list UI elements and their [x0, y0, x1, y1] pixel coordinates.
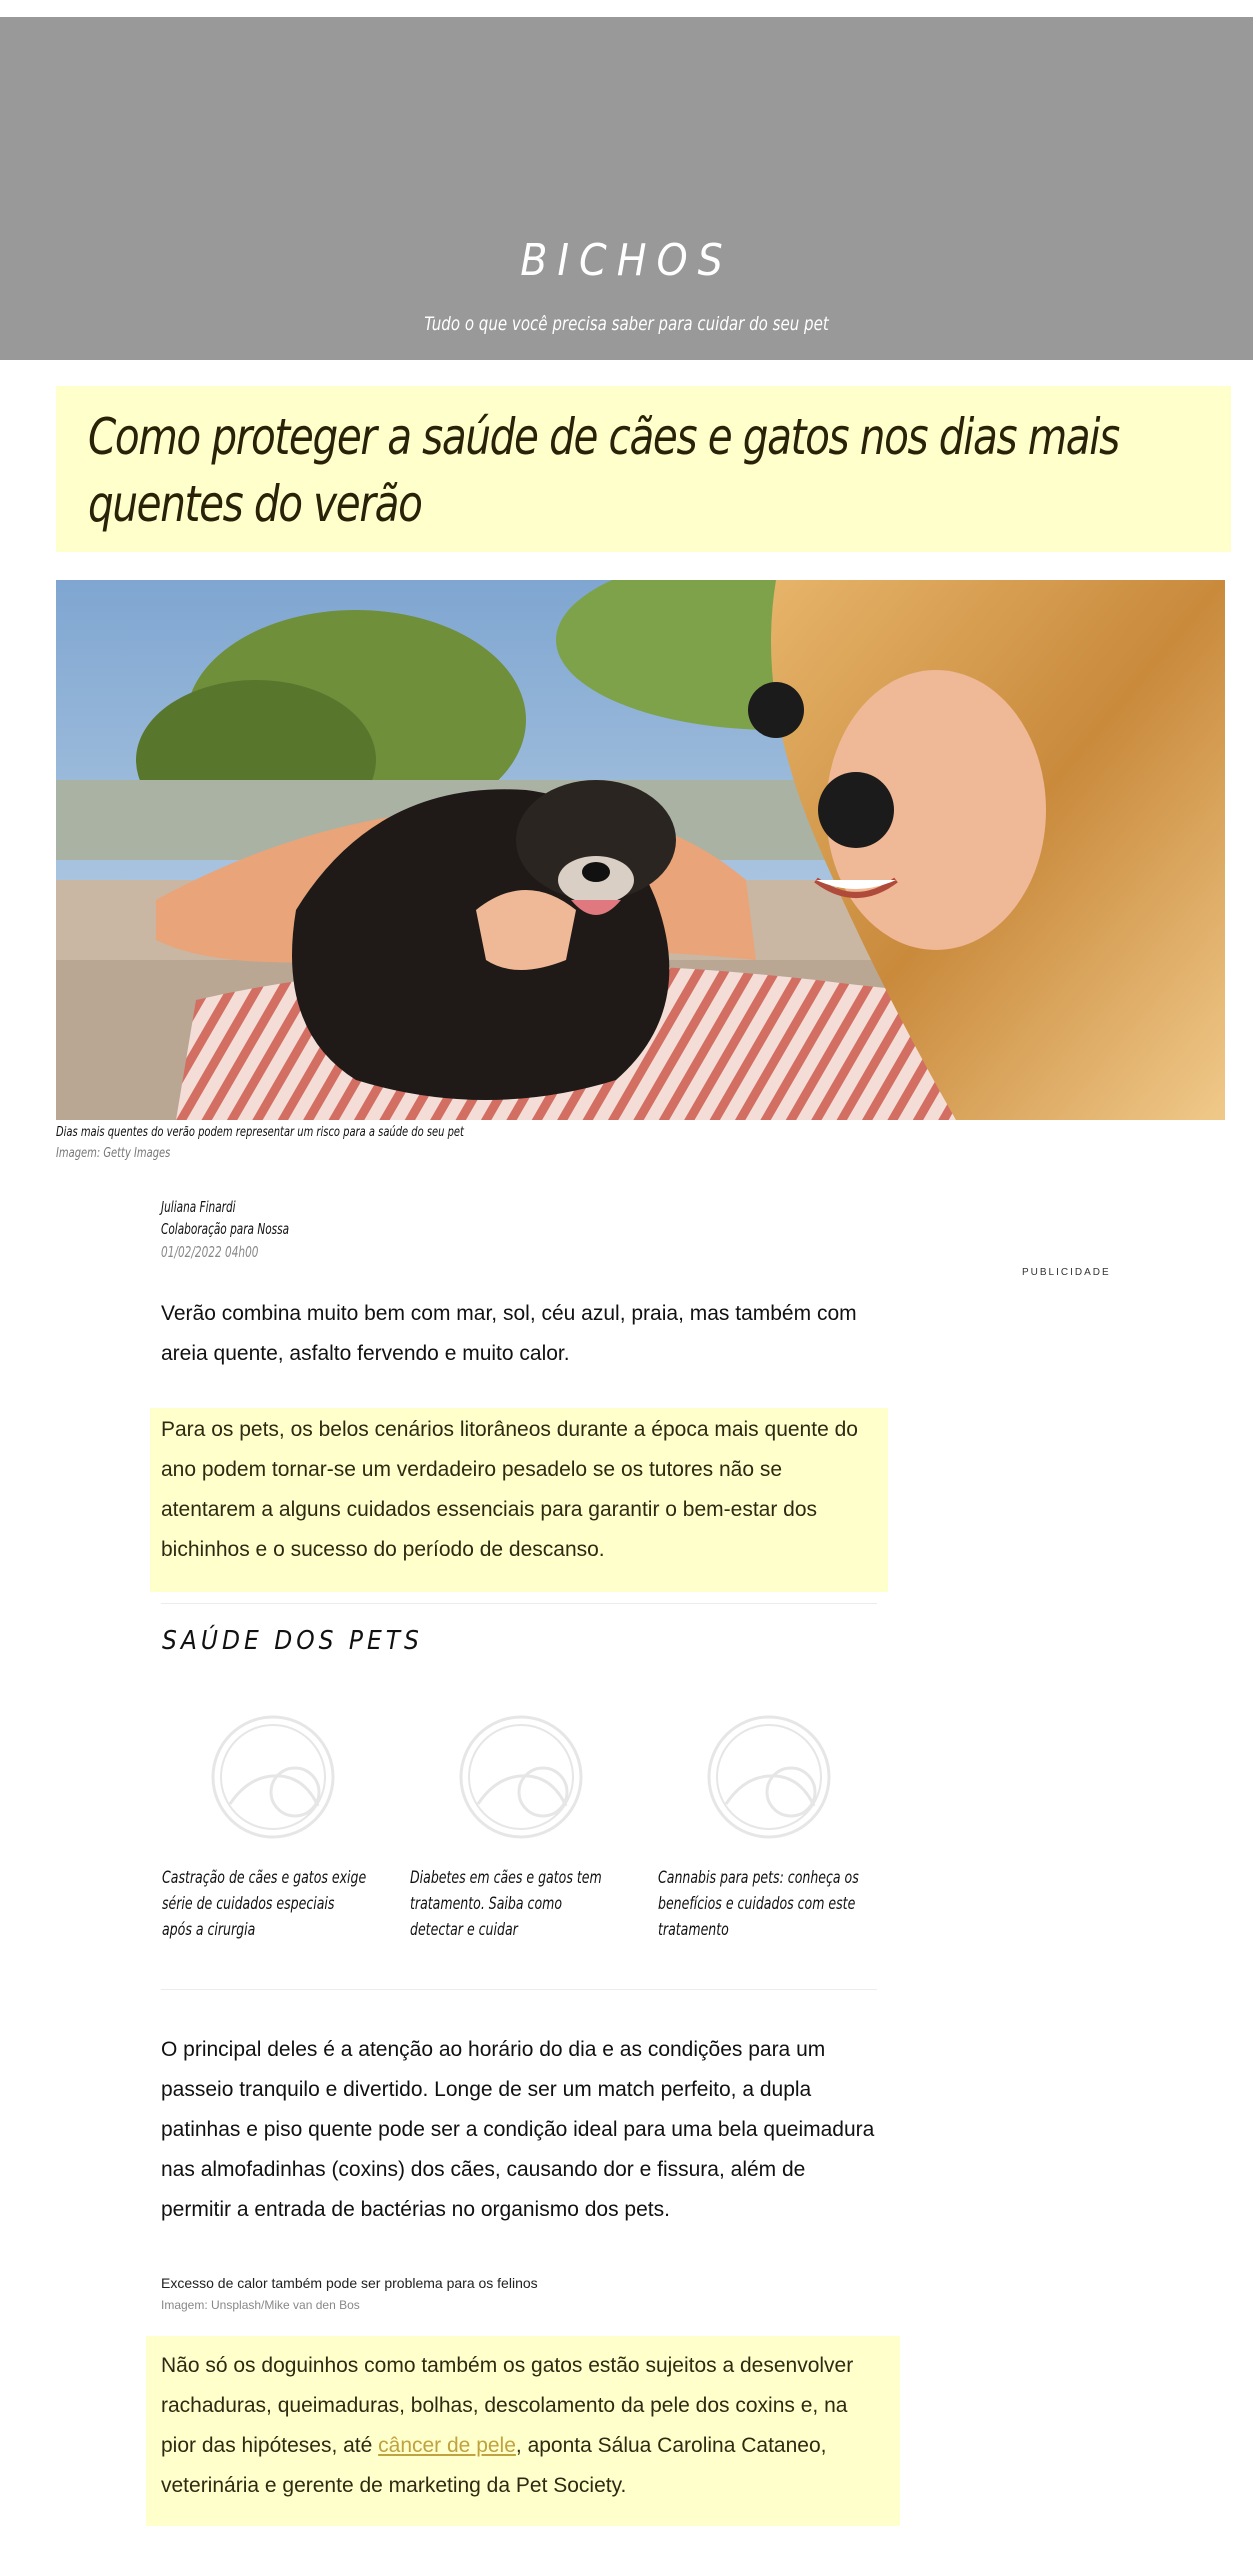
hero-caption: Dias mais quentes do verão podem representar um risco para a saúde do seu pet	[56, 1125, 464, 1140]
inline-image-credit: Imagem: Unsplash/Mike van den Bos	[161, 2298, 360, 2312]
author-role: Colaboração para Nossa	[161, 1220, 290, 1238]
paragraph-4-text: Não só os doguinhos como também os gatos estão sujeitos a desenvolver rachaduras, queimaduras, bolhas, descolamento da pele dos coxins e, na pior das hipóteses, até	[161, 2354, 854, 2457]
hero-image	[56, 580, 1225, 1120]
divider	[161, 1603, 877, 1604]
related-item-title[interactable]: Cannabis para pets: conheça os benefícios e cuidados com este tratamento	[658, 1868, 859, 1940]
paragraph-2: Para os pets, os belos cenários litorâneos durante a época mais quente do ano podem tornar-se um verdadeiro pesadelo se os tutores não se atentarem a alguns cuidados essenciais para garantir o bem-estar dos bichinhos e o sucesso do período de descanso.	[161, 1418, 858, 1561]
section-subtitle: Tudo o que você precisa saber para cuidar do seu pet	[424, 313, 829, 335]
article-headline: Como proteger a saúde de cães e gatos nos dias mais quentes do verão	[88, 408, 1119, 533]
paragraph-4	[161, 2346, 881, 2506]
placeholder-thumb-icon	[706, 1714, 832, 1840]
paragraph-1: Verão combina muito bem com mar, sol, céu azul, praia, mas também com areia quente, asfalto fervendo e muito calor.	[161, 1302, 857, 1365]
section-title[interactable]: BICHOS	[520, 235, 733, 286]
ad-label: PUBLICIDADE	[1022, 1267, 1111, 1278]
hero-credit: Imagem: Getty Images	[56, 1146, 171, 1161]
paragraph-4-text-end: , aponta Sálua Carolina Cataneo, veterinária e gerente de marketing da Pet Society.	[161, 2434, 827, 2497]
skin-cancer-link[interactable]: câncer de pele	[378, 2434, 516, 2457]
related-section-title: SAÚDE DOS PETS	[162, 1626, 423, 1656]
placeholder-thumb-icon	[210, 1714, 336, 1840]
top-strip	[0, 0, 1253, 17]
inline-image-caption: Excesso de calor também pode ser problema para os felinos	[161, 2275, 538, 2291]
author-name[interactable]: Juliana Finardi	[161, 1198, 236, 1216]
paragraph-3: O principal deles é a atenção ao horário do dia e as condições para um passeio tranquilo e divertido. Longe de ser um match perfeito, a dupla patinhas e piso quente pode ser a condição ideal para uma bela queimadura nas almofadinhas (coxins) dos cães, causando dor e fissura, além de permitir a entrada de bactérias no organismo dos pets.	[161, 2038, 875, 2221]
placeholder-thumb-icon	[458, 1714, 584, 1840]
publish-date: 01/02/2022 04h00	[161, 1243, 259, 1261]
section-header	[0, 17, 1253, 360]
related-item-title[interactable]: Diabetes em cães e gatos tem tratamento. Saiba como detectar e cuidar	[410, 1868, 602, 1940]
headline-box	[56, 386, 1231, 552]
related-item-title[interactable]: Castração de cães e gatos exige série de cuidados especiais após a cirurgia	[162, 1868, 367, 1940]
divider	[161, 1989, 877, 1990]
